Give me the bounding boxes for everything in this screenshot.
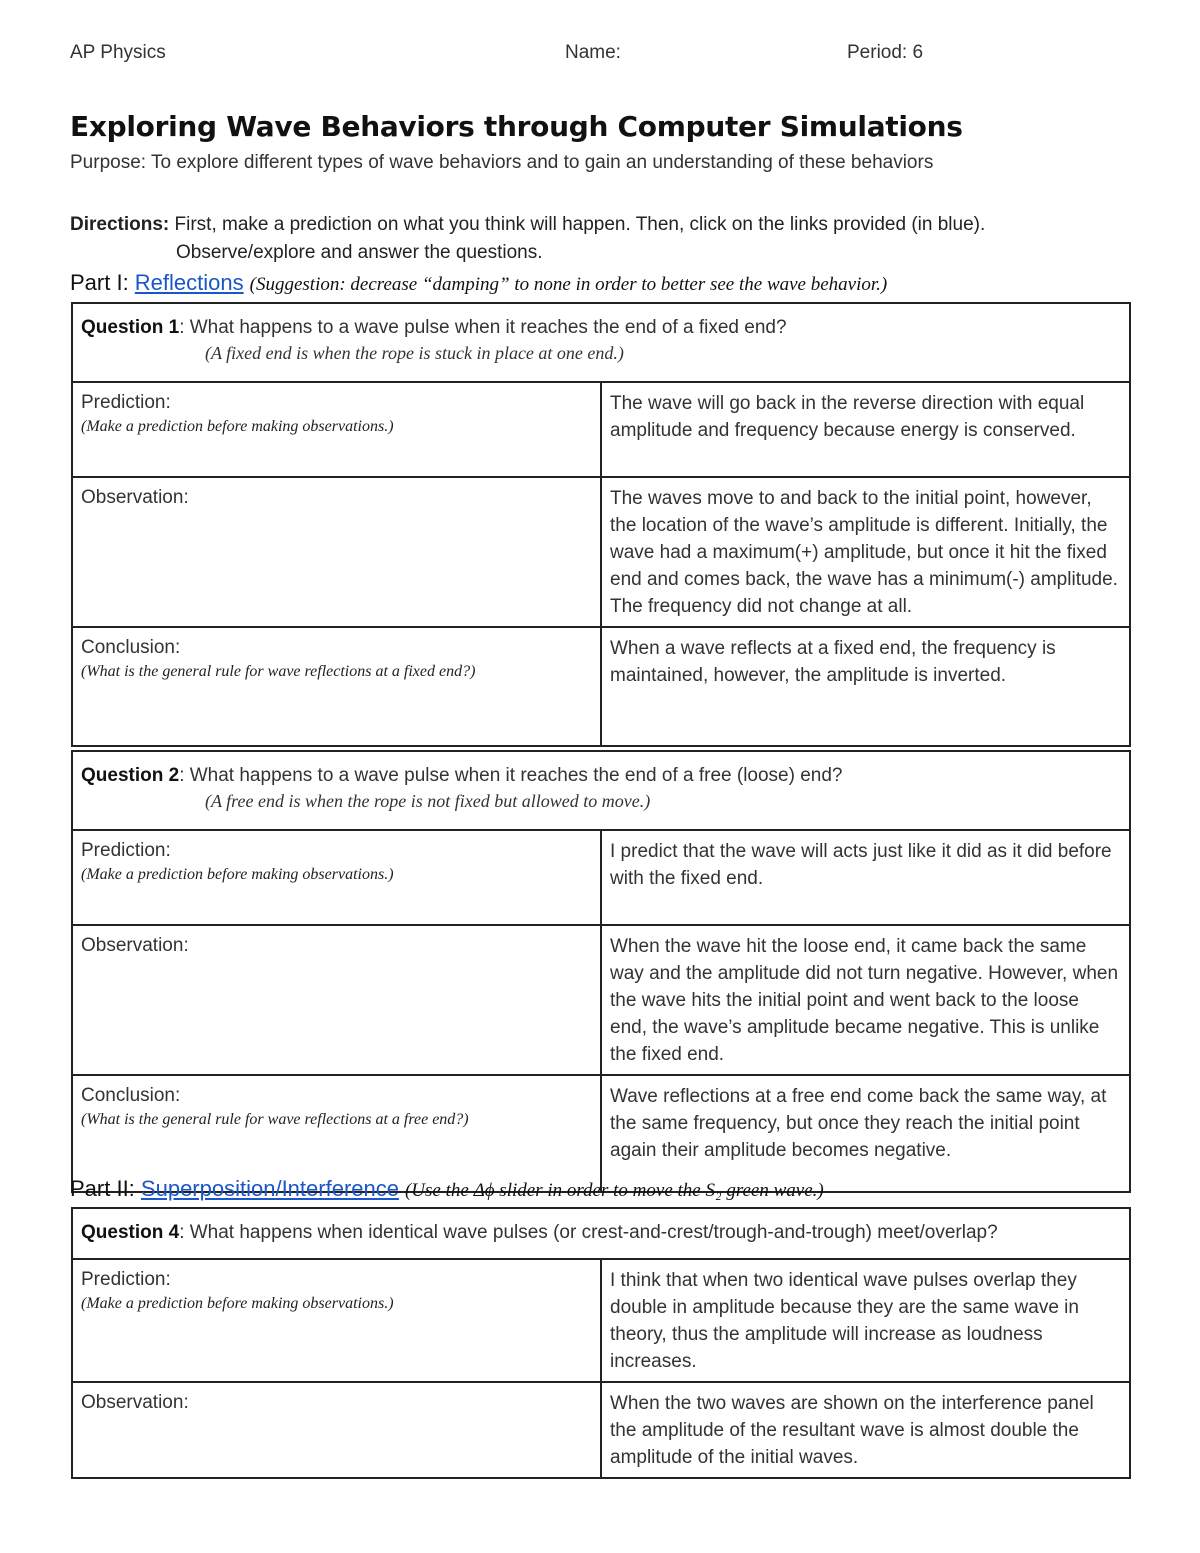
q1-prediction-answer[interactable]: The wave will go back in the reverse direction with equal amplitude and frequency because energy is conserved. bbox=[601, 382, 1130, 477]
question-4-text: : What happens when identical wave pulses (or crest-and-crest/trough-and-trough) meet/overlap? bbox=[179, 1222, 998, 1243]
q2-prediction-label: Prediction: bbox=[81, 840, 171, 861]
q1-prediction-hint: (Make a prediction before making observations.) bbox=[81, 418, 394, 435]
q2-observation-label-cell bbox=[72, 925, 601, 1075]
directions bbox=[70, 211, 1150, 267]
question-2-header bbox=[72, 751, 1130, 830]
q4-prediction-label-cell bbox=[72, 1259, 601, 1382]
q2-prediction-answer[interactable]: I predict that the wave will acts just like it did as it did before with the fixed end. bbox=[601, 830, 1130, 925]
part-1-prefix: Part I: bbox=[70, 270, 135, 295]
q1-observation-label: Observation: bbox=[81, 487, 189, 508]
part-1-suggestion: (Suggestion: decrease “damping” to none in order to better see the wave behavior.) bbox=[249, 274, 888, 295]
question-1-header bbox=[72, 303, 1130, 382]
q4-prediction-hint: (Make a prediction before making observations.) bbox=[81, 1295, 394, 1312]
course-name: AP Physics bbox=[70, 42, 166, 63]
q1-prediction-label-cell bbox=[72, 382, 601, 477]
q1-observation-answer[interactable]: The waves move to and back to the initial point, however, the location of the wave’s amplitude is different. Initially, the wave had a maximum(+) amplitude, but once it hit the fixed end and comes back, the wave has a minimum(-) amplitude. The frequency did not change at all. bbox=[601, 477, 1130, 627]
question-2-note: (A free end is when the rope is not fixed but allowed to move.) bbox=[205, 791, 651, 811]
q1-conclusion-answer[interactable]: When a wave reflects at a fixed end, the frequency is maintained, however, the amplitude is inverted. bbox=[601, 627, 1130, 746]
q2-conclusion-label-cell bbox=[72, 1075, 601, 1192]
question-1-label: Question 1 bbox=[81, 317, 180, 338]
part-2-heading bbox=[70, 1176, 824, 1202]
q2-prediction-hint: (Make a prediction before making observations.) bbox=[81, 866, 394, 883]
q1-prediction-label: Prediction: bbox=[81, 392, 171, 413]
purpose-text: Purpose: To explore different types of wave behaviors and to gain an understanding of these behaviors bbox=[70, 152, 934, 173]
superposition-link[interactable]: Superposition/Interference bbox=[140, 1176, 399, 1201]
question-4-label: Question 4 bbox=[81, 1222, 180, 1243]
part-1-heading bbox=[70, 270, 887, 296]
q4-observation-label-cell bbox=[72, 1382, 601, 1478]
part-2-prefix: Part II: bbox=[70, 1176, 141, 1201]
question-4-header bbox=[72, 1208, 1130, 1259]
q2-observation-answer[interactable]: When the wave hit the loose end, it came back the same way and the amplitude did not turn negative. However, when the wave hits the initial point and went back to the loose end, the wave’s amplitude became negative. This is unlike the fixed end. bbox=[601, 925, 1130, 1075]
period-label: Period: 6 bbox=[847, 42, 924, 63]
page-title: Exploring Wave Behaviors through Computer Simulations bbox=[70, 110, 963, 143]
question-2-label: Question 2 bbox=[81, 765, 180, 786]
q4-observation-label: Observation: bbox=[81, 1392, 189, 1413]
name-label: Name: bbox=[565, 42, 621, 63]
reflections-link[interactable]: Reflections bbox=[134, 270, 244, 295]
q2-conclusion-hint: (What is the general rule for wave reflections at a free end?) bbox=[81, 1111, 469, 1128]
q1-conclusion-label: Conclusion: bbox=[81, 637, 181, 658]
q1-observation-label-cell bbox=[72, 477, 601, 627]
q4-observation-answer[interactable]: When the two waves are shown on the interference panel the amplitude of the resultant wave is almost double the amplitude of the initial waves. bbox=[601, 1382, 1130, 1478]
directions-line-1: First, make a prediction on what you think will happen. Then, click on the links provided (in blue). bbox=[169, 214, 986, 235]
q2-conclusion-label: Conclusion: bbox=[81, 1085, 181, 1106]
q2-prediction-label-cell bbox=[72, 830, 601, 925]
question-2-table bbox=[71, 750, 1131, 1193]
question-2-text: : What happens to a wave pulse when it reaches the end of a free (loose) end? bbox=[179, 765, 843, 786]
q1-conclusion-label-cell bbox=[72, 627, 601, 746]
q2-conclusion-answer[interactable]: Wave reflections at a free end come back the same way, at the same frequency, but once they reach the initial point again their amplitude becomes negative. bbox=[601, 1075, 1130, 1192]
q4-prediction-answer[interactable]: I think that when two identical wave pulses overlap they double in amplitude because they are the same wave in theory, thus the amplitude will increase as loudness increases. bbox=[601, 1259, 1130, 1382]
q1-conclusion-hint: (What is the general rule for wave reflections at a fixed end?) bbox=[81, 663, 476, 680]
directions-line-2: Observe/explore and answer the questions. bbox=[176, 242, 543, 263]
question-4-table bbox=[71, 1207, 1131, 1479]
q4-prediction-label: Prediction: bbox=[81, 1269, 171, 1290]
part-2-suggestion: (Use the Δϕ slider in order to move the S₂ green wave.) bbox=[404, 1180, 824, 1201]
question-1-table bbox=[71, 302, 1131, 747]
question-1-text: : What happens to a wave pulse when it reaches the end of a fixed end? bbox=[179, 317, 787, 338]
directions-label: Directions: bbox=[70, 214, 170, 235]
question-1-note: (A fixed end is when the rope is stuck in place at one end.) bbox=[205, 343, 624, 363]
q2-observation-label: Observation: bbox=[81, 935, 189, 956]
